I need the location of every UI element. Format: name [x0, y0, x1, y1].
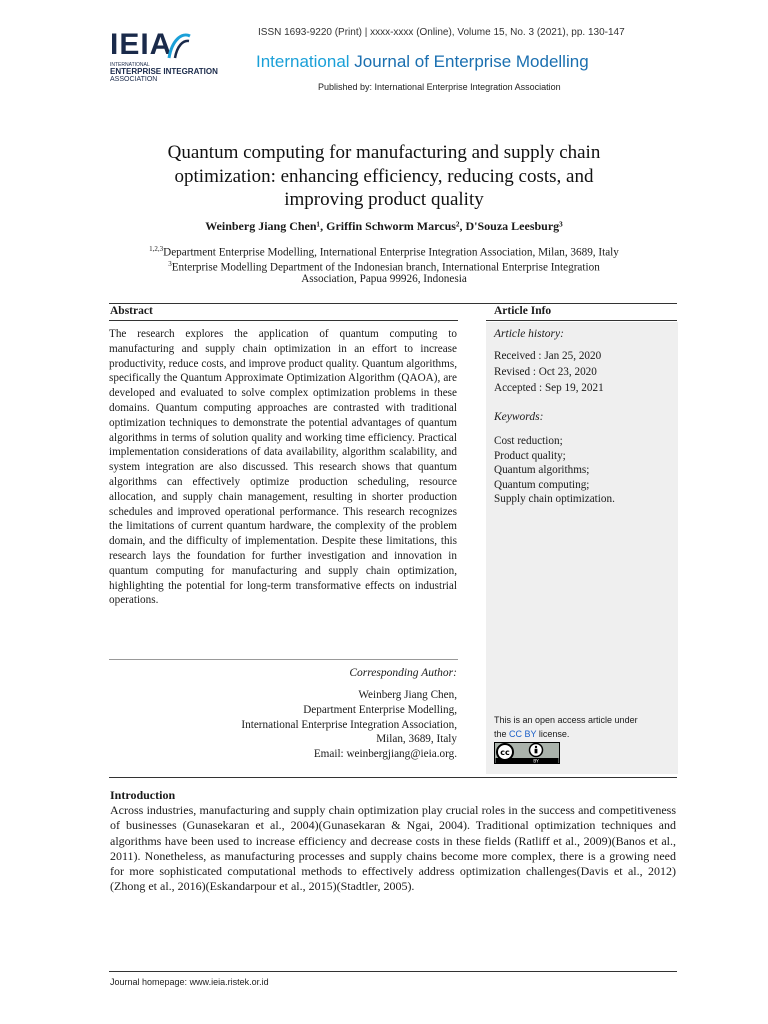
- corr-line: Department Enterprise Modelling,: [303, 703, 457, 716]
- box-bottom-rule: [109, 777, 677, 778]
- logo-text: IEIA: [110, 28, 173, 61]
- keyword-item: Product quality;: [494, 449, 566, 462]
- keyword-item: Cost reduction;: [494, 435, 563, 447]
- accepted-date: Accepted : Sep 19, 2021: [494, 382, 604, 394]
- abstract-heading: Abstract: [110, 305, 153, 317]
- corresponding-author-label: Corresponding Author:: [349, 667, 457, 679]
- keyword-item: Quantum algorithms;: [494, 464, 590, 477]
- title-line-3: improving product quality: [284, 189, 484, 210]
- article-history-label: Article history:: [494, 328, 564, 340]
- corr-line: Milan, 3689, Italy: [376, 733, 457, 746]
- cc-by-link[interactable]: CC BY: [509, 729, 537, 739]
- affiliation-3: Association, Papua 99926, Indonesia: [301, 273, 467, 285]
- homepage-link[interactable]: www.ieia.ristek.or.id: [189, 977, 269, 987]
- box-top-rule: [109, 303, 677, 304]
- homepage-label: Journal homepage:: [110, 977, 190, 987]
- affiliation-2-text: Enterprise Modelling Department of the Indonesian branch, International Enterprise Integration: [171, 261, 600, 274]
- journal-homepage: [110, 977, 269, 987]
- keywords-label: Keywords:: [494, 411, 544, 423]
- affiliation-2-sup: 3: [168, 260, 172, 268]
- article-info-heading: Article Info: [494, 305, 552, 317]
- introduction-heading: Introduction: [110, 788, 176, 802]
- license-pre: the: [494, 729, 510, 739]
- logo-sub-small: INTERNATIONAL: [110, 62, 150, 68]
- cc-badge-text: BY: [533, 759, 539, 764]
- introduction-body: Across industries, manufacturing and supply chain optimization play crucial roles in the success and competitiveness of businesses (Gunasekaran et al., 2004)(Gunasekaran & Ngai, 2004). Traditional optimization techniques and algorithms have been used to increase efficiency and decrease costs in these fields (Ratliff et al., 2009)(Banos et al., 2011). Nonetheless, as manufacturing processes and supply chains become more complex, there is a growing need for more sophisticated computational methods to effectively address optimization challenges(Davis et al., 2012)(Zhong et al., 2016)(Eskandarpour et al., 2015)(Stadtler, 2005).: [110, 803, 676, 894]
- abstract-bottom-rule: [109, 659, 458, 660]
- abstract-heading-rule: [109, 320, 458, 321]
- logo-arc-icon: [166, 30, 192, 60]
- keyword-item: Supply chain optimization.: [494, 493, 615, 506]
- license-post: license.: [536, 729, 570, 739]
- keyword-list: [494, 434, 615, 507]
- revised-date: Revised : Oct 23, 2020: [494, 366, 597, 378]
- publisher-line: Published by: International Enterprise Integration Association: [318, 82, 561, 92]
- svg-text:cc: cc: [500, 748, 510, 757]
- license-line-2: [494, 727, 638, 741]
- article-info-heading-rule: [486, 320, 677, 321]
- title-line-1: Quantum computing for manufacturing and supply chain: [167, 142, 601, 163]
- journal-title: [256, 52, 589, 72]
- corr-line: International Enterprise Integration Association,: [241, 718, 457, 731]
- journal-title-part2: Journal of Enterprise Modelling: [349, 52, 589, 71]
- issn-line: ISSN 1693-9220 (Print) | xxxx-xxxx (Online), Volume 15, No. 3 (2021), pp. 130-147: [258, 27, 625, 38]
- license-note: [494, 713, 638, 741]
- affiliation-1-text: Department Enterprise Modelling, International Enterprise Integration Association, Milan, 3689, Italy: [163, 246, 619, 259]
- abstract-body: The research explores the application of quantum computing to manufacturing and supply chain optimization in an effort to increase productivity, reduce costs, and improve product quality. Quantum algorithms, specifically the Quantum Approximate Optimization Algorithm (QAOA), are developed and evaluated to solve complex optimization problems in these domains. Quantum computing approaches are contrasted with traditional optimization techniques to demonstrate the potential advantages of quantum algorithms in terms of solution quality and working time efficiency. Practical implementation considerations of data availability, algorithm scalability, and system integration are also discussed. This research shows that quantum algorithms can effectively optimize production scheduling, resource allocation, and supply chain management, resulting in shorter production schedules and improved operational performance. This research recognizes the limitations of current quantum hardware, the complexity of the problem domain, and the difficulty of implementation. Despite these limitations, this research lays the foundation for further investigation and innovation in quantum computing for manufacturing and supply chain optimization, highlighting the potential for long-term transformative effects on industrial operations.: [109, 328, 457, 607]
- paper-title: [120, 141, 648, 212]
- corr-email[interactable]: Email: weinbergjiang@ieia.org.: [313, 748, 457, 761]
- received-date: Received : Jan 25, 2020: [494, 350, 602, 362]
- cc-by-badge[interactable]: [494, 742, 560, 768]
- logo-sub-assoc: ASSOCIATION: [110, 76, 158, 83]
- corresponding-author-block: [241, 688, 457, 762]
- cc-by-icon: [494, 742, 560, 764]
- author-list: Weinberg Jiang Chen¹, Griffin Schworm Marcus², D'Souza Leesburg³: [205, 219, 563, 233]
- journal-title-part1: International: [256, 52, 350, 71]
- keyword-item: Quantum computing;: [494, 478, 590, 491]
- journal-logo: [110, 30, 245, 83]
- logo-sub-main: ENTERPRISE INTEGRATION: [110, 67, 218, 76]
- corr-line: Weinberg Jiang Chen,: [358, 689, 457, 701]
- footer-rule: [109, 971, 677, 972]
- affiliation-1-sup: 1,2,3: [149, 245, 164, 253]
- title-line-2: optimization: enhancing efficiency, reducing costs, and: [174, 165, 594, 187]
- license-line-1: This is an open access article under: [494, 715, 638, 725]
